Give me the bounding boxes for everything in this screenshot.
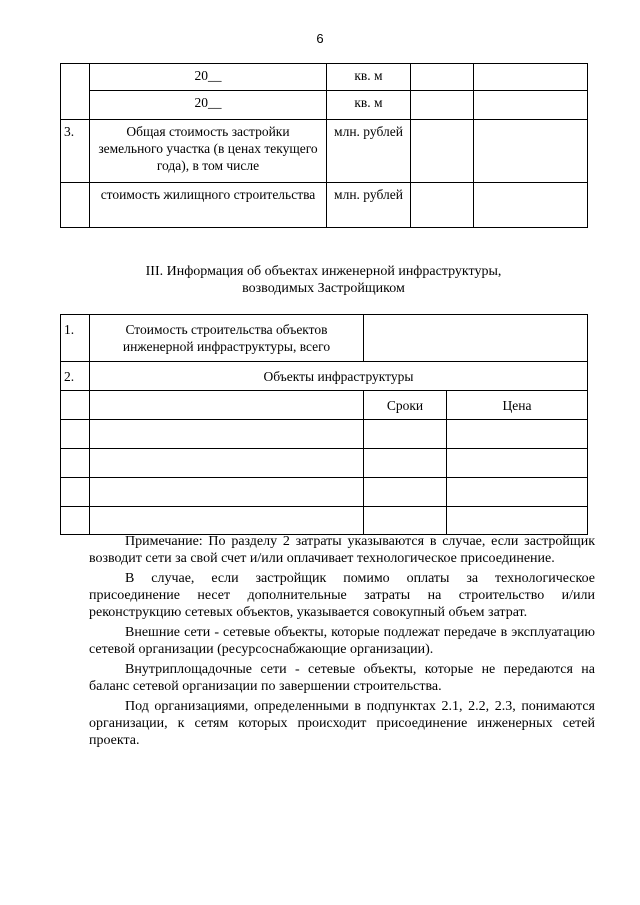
row-name: стоимость жилищного строительства (90, 183, 327, 228)
note-paragraph: В случае, если застройщик помимо оплаты за технологическое присоединение несет дополнительные затраты на строительство и/или реконструкцию сетевых объектов, указывается совокупный объем затрат. (89, 571, 595, 620)
table-row (61, 120, 588, 183)
row-unit: кв. м (327, 91, 411, 120)
table-row (61, 362, 588, 391)
development-cost-table (60, 63, 588, 228)
total-cost-label: Стоимость строительства объектов инженерной инфраструктуры, всего (90, 315, 364, 362)
table-row (61, 449, 588, 478)
section-title-line-2: возводимых Застройщиком (242, 281, 405, 296)
table-row (61, 315, 588, 362)
row-number: 3. (61, 120, 90, 183)
row-value-2 (474, 64, 588, 91)
row-value-2 (474, 91, 588, 120)
row-unit: млн. рублей (327, 183, 411, 228)
table-row (61, 183, 588, 228)
note-paragraph: Внешние сети - сетевые объекты, которые подлежат передаче в эксплуатацию сетевой организации (ресурсоснабжающие организации). (89, 625, 595, 657)
row-value-2 (474, 120, 588, 183)
row-value-2 (474, 183, 588, 228)
note-paragraph: Примечание: По разделу 2 затраты указываются в случае, если застройщик возводит сети за свой счет и/или оплачивает технологическое присоединение. (89, 534, 595, 566)
table-row (61, 478, 588, 507)
table-row (61, 420, 588, 449)
note-paragraph: Под организациями, определенными в подпунктах 2.1, 2.2, 2.3, понимаются организации, к сетям которых происходит присоединение инженерных сетей проекта. (89, 699, 595, 748)
row-name: Общая стоимость застройки земельного участка (в ценах текущего года), в том числе (90, 120, 327, 183)
price-header: Цена (447, 391, 588, 420)
section-title-line-1: III. Информация об объектах инженерной инфраструктуры, (145, 264, 502, 279)
row-name: 20__ (90, 64, 327, 91)
note-paragraph: Внутриплощадочные сети - сетевые объекты, которые не передаются на баланс сетевой организации по завершении строительства. (89, 662, 595, 694)
page-number: 6 (316, 31, 324, 46)
table-row (61, 507, 588, 535)
row-number: 2. (61, 362, 90, 391)
row-unit: млн. рублей (327, 120, 411, 183)
row-unit: кв. м (327, 64, 411, 91)
row-value-1 (411, 120, 474, 183)
row-value-1 (411, 183, 474, 228)
row-number (61, 183, 90, 228)
infrastructure-objects-label: Объекты инфраструктуры (90, 362, 588, 391)
row-value-1 (411, 91, 474, 120)
total-cost-value (364, 315, 588, 362)
terms-header: Сроки (364, 391, 447, 420)
notes-block (89, 533, 595, 752)
row-number (61, 64, 90, 120)
row-value-1 (411, 64, 474, 91)
table-row (61, 391, 588, 420)
table-row (61, 91, 588, 120)
infrastructure-table (60, 314, 588, 535)
table-row (61, 64, 588, 91)
row-number: 1. (61, 315, 90, 362)
section-title (60, 263, 587, 297)
row-name: 20__ (90, 91, 327, 120)
